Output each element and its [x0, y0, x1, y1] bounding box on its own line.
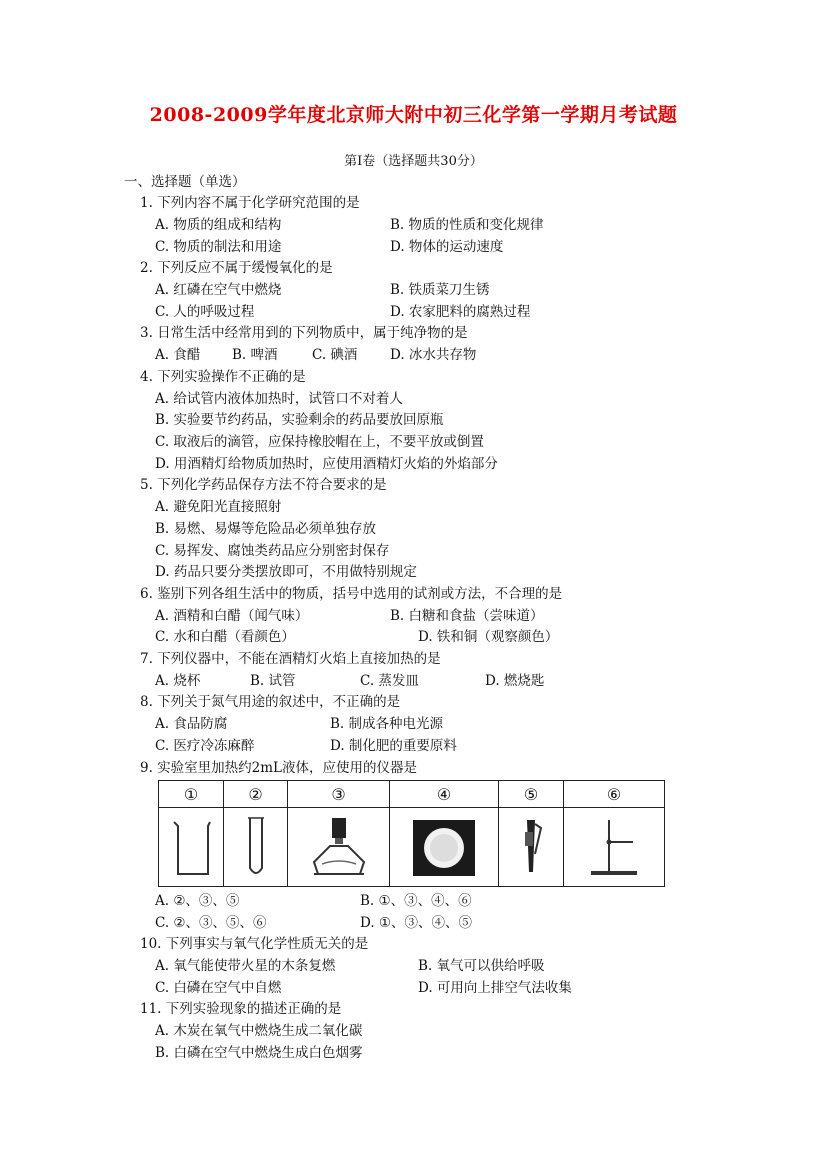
- question-5-option-b: B. 易燃、易爆等危险品必须单独存放: [155, 521, 377, 537]
- question-6-option-a: A. 酒精和白醋（闻气味）: [155, 608, 309, 624]
- question-11-option-a: A. 木炭在氧气中燃烧生成二氧化碳: [155, 1023, 363, 1039]
- question-6-stem: 6. 鉴别下列各组生活中的物质，括号中选用的试剂或方法，不合理的是: [140, 586, 563, 602]
- question-4-option-c: C. 取液后的滴管，应保持橡胶帽在上，不要平放或倒置: [155, 434, 484, 450]
- question-1-option-b: B. 物质的性质和变化规律: [390, 217, 544, 233]
- question-8-stem: 8. 下列关于氮气用途的叙述中，不正确的是: [140, 694, 401, 710]
- question-9-option-d: D. ①、③、④、⑤: [360, 915, 473, 931]
- question-5-stem: 5. 下列化学药品保存方法不符合要求的是: [140, 477, 387, 493]
- question-10-option-b: B. 氧气可以供给呼吸: [418, 958, 545, 974]
- beaker-icon: [166, 814, 216, 880]
- question-9-option-b: B. ①、③、④、⑥: [360, 893, 472, 909]
- exam-subtitle: 第Ⅰ卷（选择题共30分）: [344, 154, 483, 169]
- apparatus-label-5: ⑤: [499, 781, 564, 808]
- apparatus-table: [158, 780, 665, 887]
- apparatus-label-6: ⑥: [564, 781, 665, 808]
- exam-title: 2008-2009学年度北京师大附中初三化学第一学期月考试题: [149, 104, 678, 126]
- question-6-option-b: B. 白糖和食盐（尝味道）: [390, 608, 544, 624]
- question-5-option-d: D. 药品只要分类摆放即可，不用做特别规定: [155, 564, 417, 580]
- question-4-option-b: B. 实验要节约药品，实验剩余的药品要放回原瓶: [155, 412, 444, 428]
- question-2-stem: 2. 下列反应不属于缓慢氧化的是: [140, 260, 333, 276]
- question-10-stem: 10. 下列事实与氧气化学性质无关的是: [140, 936, 369, 952]
- question-2-option-b: B. 铁质菜刀生锈: [390, 282, 490, 298]
- question-5-option-a: A. 避免阳光直接照射: [155, 499, 282, 515]
- test-tube-holder-icon: [513, 814, 549, 880]
- question-9-option-a: A. ②、③、⑤: [155, 893, 240, 909]
- question-7-option-a: A. 烧杯: [155, 673, 201, 689]
- question-10-option-d: D. 可用向上排空气法收集: [418, 980, 572, 996]
- question-7-option-d: D. 燃烧匙: [485, 673, 545, 689]
- question-3-option-b: B. 啤酒: [232, 347, 278, 363]
- question-3-option-d: D. 冰水共存物: [390, 347, 477, 363]
- apparatus-label-1: ①: [159, 781, 224, 808]
- question-8-option-b: B. 制成各种电光源: [330, 716, 444, 732]
- alcohol-lamp-icon: [304, 814, 374, 880]
- apparatus-label-3: ③: [288, 781, 390, 808]
- question-1-stem: 1. 下列内容不属于化学研究范围的是: [140, 195, 360, 211]
- question-8-option-a: A. 食品防腐: [155, 716, 228, 732]
- question-3-option-c: C. 碘酒: [312, 347, 358, 363]
- question-7-option-c: C. 蒸发皿: [360, 673, 419, 689]
- question-3-option-a: A. 食醋: [155, 347, 201, 363]
- question-2-option-d: D. 农家肥料的腐熟过程: [390, 304, 531, 320]
- question-4-option-a: A. 给试管内液体加热时，试管口不对着人: [155, 391, 403, 407]
- question-4-option-d: D. 用酒精灯给物质加热时，应使用酒精灯火焰的外焰部分: [155, 456, 498, 472]
- question-8-option-d: D. 制化肥的重要原料: [330, 738, 457, 754]
- question-1-option-c: C. 物质的制法和用途: [155, 239, 282, 255]
- asbestos-gauze-icon: [407, 814, 481, 880]
- question-7-option-b: B. 试管: [250, 673, 296, 689]
- question-10-option-c: C. 白磷在空气中自燃: [155, 980, 282, 996]
- question-1-option-a: A. 物质的组成和结构: [155, 217, 282, 233]
- question-2-option-a: A. 红磷在空气中燃烧: [155, 282, 282, 298]
- apparatus-label-4: ④: [390, 781, 499, 808]
- question-10-option-a: A. 氧气能使带火星的木条复燃: [155, 958, 336, 974]
- question-11-stem: 11. 下列实验现象的描述正确的是: [140, 1001, 342, 1017]
- question-9-stem: 9. 实验室里加热约2mL液体，应使用的仪器是: [140, 760, 418, 776]
- question-4-stem: 4. 下列实验操作不正确的是: [140, 369, 306, 385]
- question-9-option-c: C. ②、③、⑤、⑥: [155, 915, 267, 931]
- question-8-option-c: C. 医疗冷冻麻醉: [155, 738, 255, 754]
- question-5-option-c: C. 易挥发、腐蚀类药品应分别密封保存: [155, 543, 390, 559]
- section-heading: 一、选择题（单选）: [124, 174, 246, 190]
- test-tube-icon: [241, 814, 271, 880]
- question-6-option-c: C. 水和白醋（看颜色）: [155, 629, 295, 645]
- question-11-option-b: B. 白磷在空气中燃烧生成白色烟雾: [155, 1045, 363, 1061]
- question-2-option-c: C. 人的呼吸过程: [155, 304, 255, 320]
- question-6-option-d: D. 铁和铜（观察颜色）: [418, 629, 559, 645]
- question-7-stem: 7. 下列仪器中，不能在酒精灯火焰上直接加热的是: [140, 651, 441, 667]
- question-3-stem: 3. 日常生活中经常用到的下列物质中，属于纯净物的是: [140, 325, 468, 341]
- apparatus-label-2: ②: [224, 781, 288, 808]
- question-1-option-d: D. 物体的运动速度: [390, 239, 504, 255]
- iron-stand-icon: [579, 814, 649, 880]
